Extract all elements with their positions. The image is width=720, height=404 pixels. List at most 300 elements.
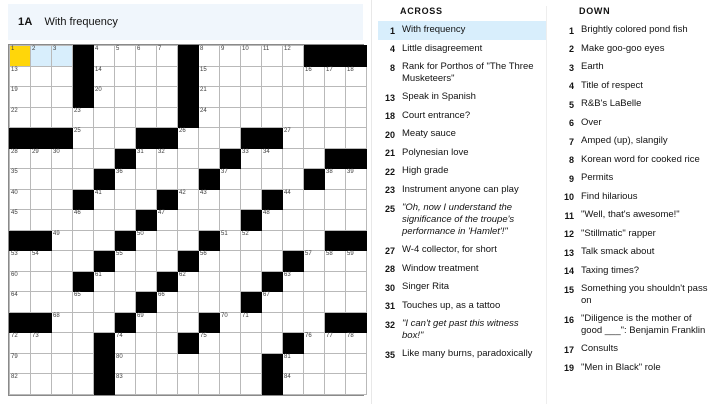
grid-cell[interactable] [52, 66, 73, 87]
grid-cell[interactable] [73, 374, 94, 395]
grid-cell[interactable] [199, 148, 220, 169]
grid-cell[interactable] [10, 189, 31, 210]
grid-cell[interactable] [52, 169, 73, 190]
grid-cell[interactable] [220, 107, 241, 128]
down-clue-9[interactable] [557, 169, 720, 188]
grid-cell[interactable] [241, 251, 262, 272]
grid-cell[interactable] [304, 292, 325, 313]
grid-cell[interactable] [283, 312, 304, 333]
grid-cell[interactable] [199, 333, 220, 354]
grid-cell[interactable] [241, 353, 262, 374]
down-clue-2[interactable] [557, 40, 720, 59]
grid-cell[interactable] [136, 66, 157, 87]
grid-cell[interactable] [73, 251, 94, 272]
grid-cell[interactable] [115, 210, 136, 231]
grid-cell-number: 64 [11, 292, 18, 298]
grid-cell[interactable] [220, 46, 241, 67]
grid-row [10, 66, 367, 87]
grid-cell[interactable] [178, 128, 199, 149]
across-clue-13[interactable] [378, 88, 546, 107]
grid-cell[interactable] [283, 169, 304, 190]
grid-cell[interactable] [304, 189, 325, 210]
grid-cell-number: 82 [11, 374, 18, 380]
grid-cell[interactable] [136, 87, 157, 108]
grid-cell[interactable] [10, 107, 31, 128]
grid-cell[interactable] [157, 251, 178, 272]
grid-cell[interactable] [304, 312, 325, 333]
grid-cell[interactable] [136, 374, 157, 395]
grid-cell[interactable] [157, 169, 178, 190]
grid-cell[interactable] [94, 292, 115, 313]
grid-cell[interactable] [241, 333, 262, 354]
grid-cell[interactable] [52, 333, 73, 354]
down-clue-1[interactable] [557, 21, 720, 40]
grid-cell[interactable] [199, 374, 220, 395]
grid-cell[interactable] [283, 46, 304, 67]
grid-cell[interactable] [346, 374, 367, 395]
down-clue-17[interactable] [557, 340, 720, 359]
grid-cell[interactable] [31, 333, 52, 354]
grid-cell[interactable] [199, 251, 220, 272]
grid-row [10, 374, 367, 395]
clue-text: W-4 collector, for short [402, 244, 497, 255]
grid-cell[interactable] [346, 353, 367, 374]
current-clue-text: With frequency [44, 16, 118, 28]
across-clue-27[interactable] [378, 241, 546, 260]
grid-cell-number: 20 [95, 87, 102, 93]
across-clue-22[interactable] [378, 162, 546, 181]
grid-cell-number: 74 [116, 333, 123, 339]
grid-cell[interactable] [31, 46, 52, 67]
grid-cell[interactable] [220, 271, 241, 292]
grid-cell[interactable] [115, 251, 136, 272]
grid-cell[interactable] [178, 292, 199, 313]
grid-cell[interactable] [178, 312, 199, 333]
grid-cell-number: 51 [221, 230, 228, 237]
grid-cell[interactable] [325, 374, 346, 395]
across-clue-20[interactable] [378, 125, 546, 144]
grid-cell[interactable] [199, 292, 220, 313]
grid-cell[interactable] [31, 189, 52, 210]
grid-cell[interactable] [178, 374, 199, 395]
grid-cell[interactable] [10, 169, 31, 190]
grid-block-cell [220, 148, 241, 169]
grid-cell[interactable] [304, 128, 325, 149]
grid-cell[interactable] [73, 292, 94, 313]
grid-cell[interactable] [10, 292, 31, 313]
grid-cell[interactable] [52, 312, 73, 333]
grid-cell[interactable] [94, 128, 115, 149]
grid-cell[interactable] [31, 66, 52, 87]
grid-cell[interactable] [136, 46, 157, 67]
grid-cell[interactable] [178, 148, 199, 169]
grid-cell[interactable] [325, 107, 346, 128]
grid-cell[interactable] [10, 251, 31, 272]
down-clue-11[interactable] [557, 206, 720, 225]
grid-cell[interactable] [157, 312, 178, 333]
grid-cell[interactable] [220, 353, 241, 374]
down-clue-16[interactable] [557, 310, 720, 340]
grid-cell[interactable] [241, 66, 262, 87]
grid-cell[interactable] [31, 292, 52, 313]
grid-cell-number: 38 [326, 169, 333, 175]
grid-cell[interactable] [94, 87, 115, 108]
grid-cell[interactable] [10, 148, 31, 169]
grid-cell[interactable] [73, 148, 94, 169]
grid-cell[interactable] [178, 169, 199, 190]
grid-cell[interactable] [304, 251, 325, 272]
grid-cell[interactable] [325, 271, 346, 292]
crossword-grid[interactable] [9, 45, 367, 395]
grid-cell[interactable] [52, 210, 73, 231]
across-clue-31[interactable] [378, 297, 546, 316]
grid-cell[interactable] [304, 107, 325, 128]
grid-cell[interactable] [52, 374, 73, 395]
grid-cell[interactable] [241, 230, 262, 251]
grid-cell[interactable] [178, 230, 199, 251]
grid-cell[interactable] [52, 87, 73, 108]
grid-cell[interactable] [199, 46, 220, 67]
grid-cell[interactable] [220, 189, 241, 210]
grid-cell[interactable] [31, 107, 52, 128]
grid-cell-number: 39 [347, 169, 354, 175]
grid-cell[interactable] [220, 128, 241, 149]
grid-cell[interactable] [220, 210, 241, 231]
grid-cell[interactable] [262, 292, 283, 313]
down-clue-6[interactable] [557, 114, 720, 133]
grid-cell[interactable] [31, 169, 52, 190]
grid-cell[interactable] [115, 189, 136, 210]
grid-row [10, 292, 367, 313]
grid-cell-number: 2 [32, 46, 36, 52]
grid-cell[interactable] [262, 210, 283, 231]
down-clue-8[interactable] [557, 151, 720, 170]
grid-block-cell [157, 271, 178, 292]
grid-cell[interactable] [325, 292, 346, 313]
grid-cell[interactable] [94, 66, 115, 87]
grid-cell[interactable] [199, 107, 220, 128]
grid-cell[interactable] [283, 210, 304, 231]
grid-cell[interactable] [52, 271, 73, 292]
grid-cell[interactable] [157, 353, 178, 374]
grid-cell[interactable] [304, 374, 325, 395]
grid-cell[interactable] [346, 251, 367, 272]
grid-cell[interactable] [10, 333, 31, 354]
grid-cell[interactable] [241, 271, 262, 292]
grid-cell[interactable] [262, 230, 283, 251]
grid-cell[interactable] [94, 230, 115, 251]
grid-block-cell [241, 128, 262, 149]
grid-cell[interactable] [241, 148, 262, 169]
grid-cell[interactable] [136, 189, 157, 210]
grid-cell[interactable] [199, 353, 220, 374]
grid-cell[interactable] [136, 333, 157, 354]
grid-cell[interactable] [304, 148, 325, 169]
grid-cell[interactable] [178, 210, 199, 231]
down-clue-19[interactable] [557, 359, 720, 378]
grid-cell[interactable] [304, 333, 325, 354]
grid-cell[interactable] [94, 271, 115, 292]
grid-cell[interactable] [115, 66, 136, 87]
grid-cell[interactable] [241, 189, 262, 210]
grid-cell[interactable] [346, 292, 367, 313]
grid-cell[interactable] [283, 353, 304, 374]
grid-cell[interactable] [241, 312, 262, 333]
grid-cell[interactable] [346, 87, 367, 108]
grid-cell[interactable] [283, 230, 304, 251]
grid-cell[interactable] [115, 128, 136, 149]
grid-cell[interactable] [157, 148, 178, 169]
across-clue-4[interactable] [378, 40, 546, 59]
grid-cell-number: 75 [200, 333, 207, 339]
across-clue-30[interactable] [378, 278, 546, 297]
grid-cell[interactable] [31, 251, 52, 272]
grid-cell[interactable] [325, 210, 346, 231]
grid-cell[interactable] [262, 169, 283, 190]
grid-cell[interactable] [241, 46, 262, 67]
grid-cell[interactable] [52, 46, 73, 67]
grid-cell[interactable] [283, 128, 304, 149]
grid-cell[interactable] [283, 374, 304, 395]
crossword-grid-wrapper[interactable] [8, 44, 364, 396]
grid-cell[interactable] [283, 107, 304, 128]
across-clue-28[interactable] [378, 260, 546, 279]
across-clue-35[interactable] [378, 345, 546, 364]
grid-cell[interactable] [73, 169, 94, 190]
grid-cell-number: 43 [200, 189, 207, 196]
grid-cell[interactable] [283, 148, 304, 169]
grid-cell[interactable] [262, 87, 283, 108]
grid-cell[interactable] [283, 189, 304, 210]
grid-cell[interactable] [346, 107, 367, 128]
grid-cell[interactable] [73, 230, 94, 251]
grid-cell[interactable] [283, 66, 304, 87]
down-clue-7[interactable] [557, 132, 720, 151]
grid-cell[interactable] [220, 292, 241, 313]
grid-cell[interactable] [31, 87, 52, 108]
grid-cell[interactable] [73, 107, 94, 128]
grid-cell[interactable] [241, 169, 262, 190]
grid-cell[interactable] [304, 353, 325, 374]
grid-cell[interactable] [304, 210, 325, 231]
grid-cell[interactable] [220, 66, 241, 87]
down-clue-13[interactable] [557, 243, 720, 262]
grid-cell[interactable] [136, 271, 157, 292]
grid-cell[interactable] [199, 210, 220, 231]
grid-cell[interactable] [283, 271, 304, 292]
grid-cell[interactable] [157, 292, 178, 313]
grid-cell[interactable] [199, 66, 220, 87]
grid-cell[interactable] [220, 169, 241, 190]
grid-cell[interactable] [241, 87, 262, 108]
grid-cell[interactable] [115, 271, 136, 292]
down-clue-5[interactable] [557, 95, 720, 114]
grid-cell[interactable] [325, 333, 346, 354]
grid-cell[interactable] [94, 312, 115, 333]
clue-text: Brightly colored pond fish [581, 24, 688, 35]
grid-cell[interactable] [115, 169, 136, 190]
grid-cell[interactable] [325, 353, 346, 374]
grid-cell[interactable] [94, 46, 115, 67]
grid-cell[interactable] [241, 107, 262, 128]
grid-cell[interactable] [115, 107, 136, 128]
grid-cell[interactable] [199, 87, 220, 108]
down-clue-15[interactable] [557, 280, 720, 310]
grid-cell[interactable] [31, 148, 52, 169]
grid-cell[interactable] [115, 292, 136, 313]
grid-cell[interactable] [115, 87, 136, 108]
grid-cell[interactable] [73, 210, 94, 231]
grid-cell[interactable] [136, 107, 157, 128]
grid-cell[interactable] [157, 230, 178, 251]
grid-cell[interactable] [136, 169, 157, 190]
grid-cell[interactable] [241, 374, 262, 395]
grid-cell[interactable] [346, 128, 367, 149]
grid-cell[interactable] [157, 66, 178, 87]
grid-cell[interactable] [346, 66, 367, 87]
grid-cell[interactable] [304, 230, 325, 251]
grid-cell-number: 47 [158, 210, 165, 216]
grid-cell[interactable] [199, 189, 220, 210]
grid-cell[interactable] [262, 107, 283, 128]
grid-cell[interactable] [346, 169, 367, 190]
grid-cell[interactable] [31, 353, 52, 374]
grid-cell[interactable] [31, 210, 52, 231]
across-clue-25[interactable] [378, 199, 546, 241]
grid-cell[interactable] [325, 87, 346, 108]
grid-cell[interactable] [220, 87, 241, 108]
current-clue-bar[interactable] [8, 4, 363, 40]
down-clue-3[interactable] [557, 58, 720, 77]
across-clue-1[interactable] [378, 21, 546, 40]
grid-cell[interactable] [220, 333, 241, 354]
grid-cell[interactable] [262, 148, 283, 169]
grid-cell[interactable] [136, 312, 157, 333]
grid-cell[interactable] [346, 271, 367, 292]
clue-text: Find hilarious [581, 190, 638, 202]
grid-cell[interactable] [304, 271, 325, 292]
grid-cell[interactable] [199, 128, 220, 149]
grid-cell[interactable] [31, 374, 52, 395]
grid-cell[interactable] [157, 87, 178, 108]
grid-cell[interactable] [157, 374, 178, 395]
grid-cell[interactable] [220, 251, 241, 272]
grid-cell[interactable] [262, 66, 283, 87]
clue-text: Earth [581, 61, 604, 72]
grid-cell[interactable] [157, 333, 178, 354]
grid-cell[interactable] [178, 271, 199, 292]
grid-cell[interactable] [10, 87, 31, 108]
grid-cell[interactable] [73, 333, 94, 354]
grid-cell[interactable] [136, 353, 157, 374]
grid-cell[interactable] [262, 312, 283, 333]
grid-cell[interactable] [136, 251, 157, 272]
grid-cell[interactable] [52, 251, 73, 272]
grid-cell[interactable] [52, 292, 73, 313]
grid-cell[interactable] [325, 251, 346, 272]
grid-cell[interactable] [115, 353, 136, 374]
grid-cell[interactable] [10, 353, 31, 374]
grid-cell[interactable] [94, 148, 115, 169]
across-clue-32[interactable] [378, 315, 546, 345]
down-clue-14[interactable] [557, 262, 720, 281]
grid-cell[interactable] [136, 148, 157, 169]
across-clue-23[interactable] [378, 181, 546, 200]
grid-cell[interactable] [115, 46, 136, 67]
grid-block-cell [262, 353, 283, 374]
grid-cell[interactable] [10, 46, 31, 67]
grid-cell[interactable] [73, 353, 94, 374]
grid-cell[interactable] [346, 189, 367, 210]
grid-cell[interactable] [52, 189, 73, 210]
grid-cell[interactable] [325, 189, 346, 210]
grid-cell[interactable] [52, 107, 73, 128]
grid-cell[interactable] [157, 46, 178, 67]
grid-cell[interactable] [10, 374, 31, 395]
grid-cell[interactable] [283, 87, 304, 108]
grid-cell[interactable] [115, 374, 136, 395]
grid-cell[interactable] [10, 66, 31, 87]
across-clue-list[interactable] [378, 21, 546, 364]
grid-cell[interactable] [325, 128, 346, 149]
grid-cell[interactable] [325, 66, 346, 87]
grid-cell[interactable] [10, 271, 31, 292]
across-clue-18[interactable] [378, 107, 546, 126]
grid-block-cell [136, 128, 157, 149]
grid-cell[interactable] [136, 230, 157, 251]
grid-block-cell [304, 169, 325, 190]
grid-cell[interactable] [157, 210, 178, 231]
grid-cell[interactable] [220, 312, 241, 333]
grid-cell[interactable] [178, 189, 199, 210]
grid-cell[interactable] [304, 66, 325, 87]
grid-cell[interactable] [304, 87, 325, 108]
clue-number: 3 [568, 62, 574, 73]
down-clue-10[interactable] [557, 188, 720, 207]
clue-number: 1 [568, 25, 574, 36]
grid-cell[interactable] [52, 353, 73, 374]
grid-cell[interactable] [31, 271, 52, 292]
grid-cell[interactable] [262, 333, 283, 354]
across-clue-8[interactable] [378, 58, 546, 88]
grid-cell[interactable] [94, 107, 115, 128]
grid-cell[interactable] [73, 312, 94, 333]
grid-cell[interactable] [325, 169, 346, 190]
grid-cell[interactable] [262, 251, 283, 272]
grid-cell[interactable] [52, 230, 73, 251]
grid-cell[interactable] [94, 210, 115, 231]
down-clue-4[interactable] [557, 77, 720, 96]
grid-cell[interactable] [220, 374, 241, 395]
grid-cell[interactable] [115, 333, 136, 354]
grid-cell[interactable] [178, 353, 199, 374]
grid-cell[interactable] [283, 292, 304, 313]
across-clue-21[interactable] [378, 144, 546, 163]
down-clue-12[interactable] [557, 225, 720, 244]
grid-cell[interactable] [73, 128, 94, 149]
grid-cell[interactable] [94, 189, 115, 210]
grid-cell[interactable] [157, 107, 178, 128]
grid-cell[interactable] [346, 210, 367, 231]
down-clue-list[interactable] [557, 21, 720, 377]
grid-cell[interactable] [199, 271, 220, 292]
grid-cell[interactable] [220, 230, 241, 251]
grid-cell[interactable] [52, 148, 73, 169]
grid-block-cell [178, 107, 199, 128]
grid-cell[interactable] [262, 46, 283, 67]
grid-cell[interactable] [10, 210, 31, 231]
grid-cell[interactable] [346, 333, 367, 354]
